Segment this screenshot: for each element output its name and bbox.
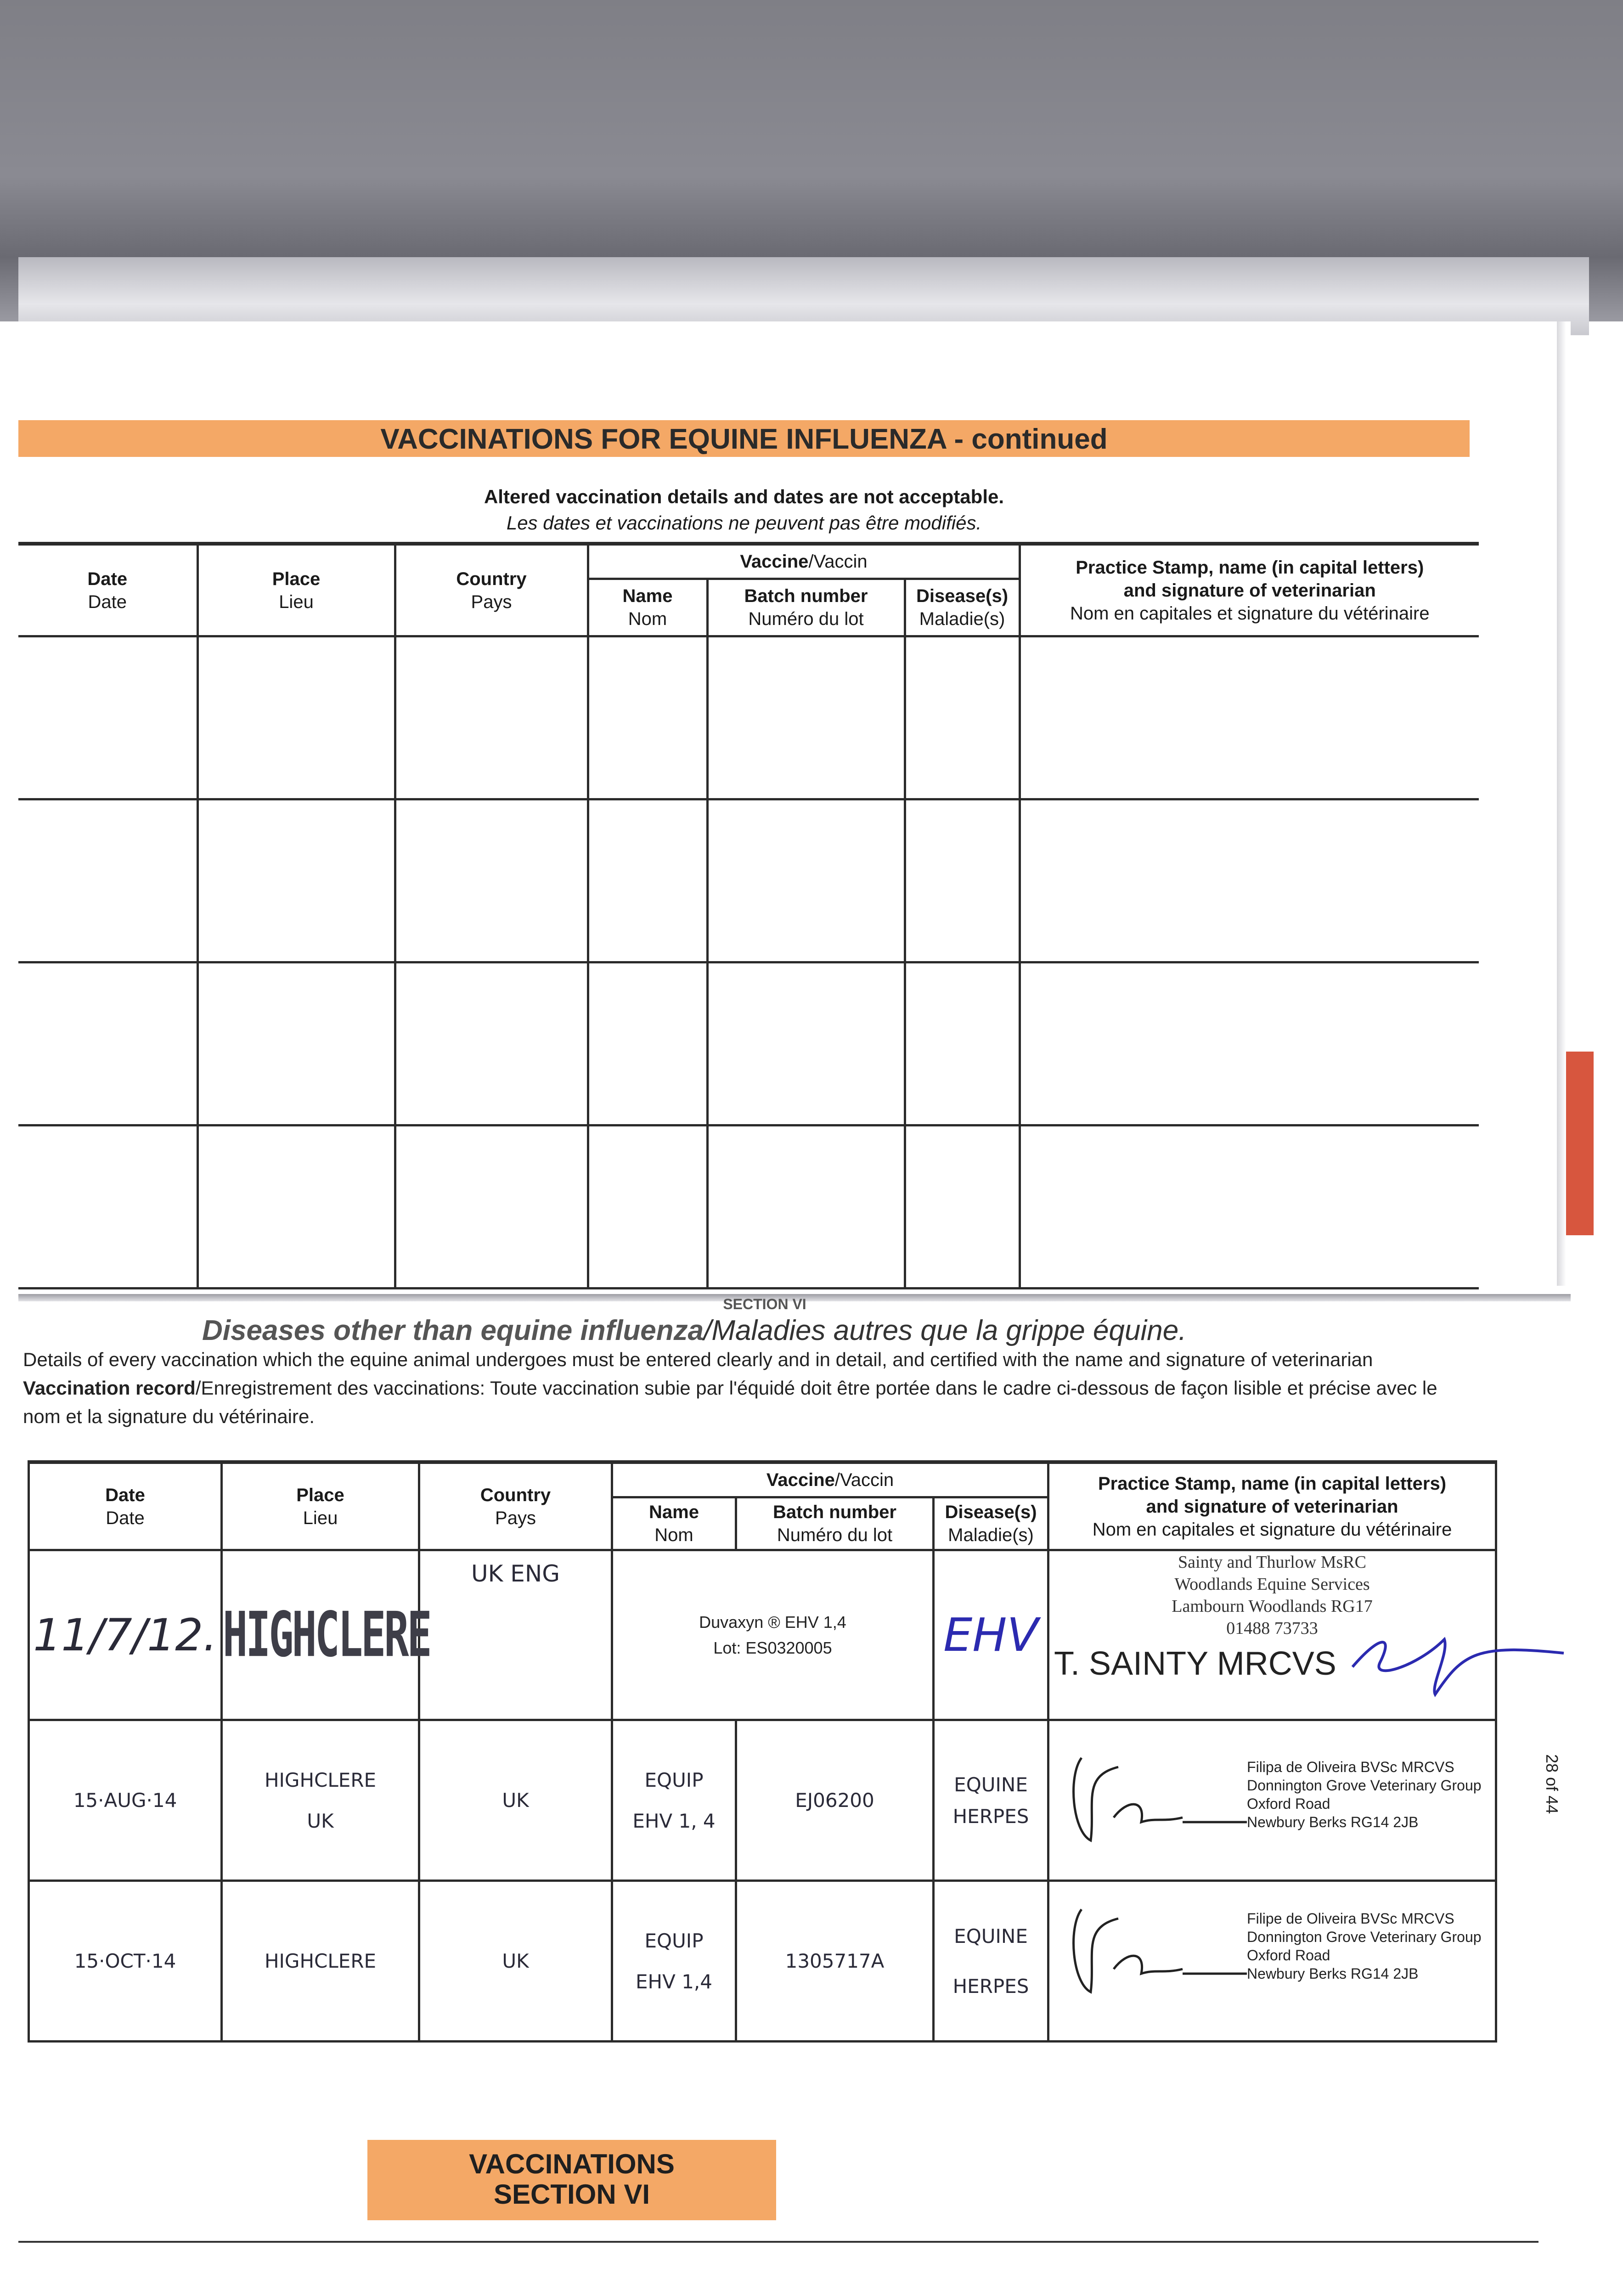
practice-stamp: Sainty and Thurlow MsRC Woodlands Equine Services Lambourn Woodlands RG17 01488 73733 bbox=[1172, 1553, 1373, 1638]
header-date: Date Date bbox=[18, 544, 197, 636]
vet-name-stamp: T. SAINTY MRCVS bbox=[1054, 1645, 1336, 1682]
record-country: UK ENG bbox=[419, 1550, 612, 1720]
table-row bbox=[29, 1550, 1496, 1720]
record-disease: EQUINE HERPES bbox=[934, 1881, 1048, 2042]
section-title: Diseases other than equine influenza/Maladies autres que la grippe équine. bbox=[202, 1315, 1187, 1346]
record-place: HIGHCLERE bbox=[222, 1550, 419, 1720]
influenza-banner: VACCINATIONS FOR EQUINE INFLUENZA - continued bbox=[18, 420, 1470, 457]
record-date: 11/7/12. bbox=[29, 1550, 222, 1720]
footer-tab: VACCINATIONS SECTION VI bbox=[367, 2140, 776, 2220]
section-instructions: Details of every vaccination which the equine animal undergoes must be entered clearly and in detail, and certified with the name and signature of veterinarian Vaccination record/Enregistrement des vaccinations: Toute vaccination subie par l'équidé doit être portée dans le cadre ci-dessous de façon lisible et précise avec le nom et la signature du vétérinaire. bbox=[23, 1349, 1437, 1427]
table-row bbox=[18, 962, 1479, 1125]
signature-icon bbox=[1063, 1749, 1256, 1850]
practice-stamp: Filipe de Oliveira BVSc MRCVS Donnington Grove Veterinary Group Oxford Road Newbury Berks RG14 2JB bbox=[1247, 1910, 1482, 1982]
table-row bbox=[18, 1125, 1479, 1289]
vet-stamp-cell bbox=[1048, 1550, 1496, 1720]
table-row bbox=[18, 799, 1479, 962]
record-vaccine-name: EQUIP EHV 1, 4 bbox=[612, 1720, 736, 1881]
record-vaccine-name: EQUIP EHV 1,4 bbox=[612, 1881, 736, 2042]
vet-stamp-cell bbox=[1048, 1881, 1496, 2042]
record-batch-number: 1305717A bbox=[736, 1881, 934, 2042]
other-diseases-vaccination-table bbox=[28, 1460, 1497, 2043]
header-date: Date Date bbox=[29, 1462, 222, 1550]
header-place: Place Lieu bbox=[197, 544, 395, 636]
warning-english: Altered vaccination details and dates are not acceptable. bbox=[484, 486, 1004, 507]
header-vaccine-name: Name Nom bbox=[588, 579, 707, 636]
page-right-shadow bbox=[1557, 321, 1566, 1286]
record-batch-number: EJ06200 bbox=[736, 1720, 934, 1881]
influenza-vaccination-table bbox=[18, 542, 1479, 1289]
section-label: SECTION VI bbox=[723, 1296, 806, 1312]
header-diseases: Disease(s) Maladie(s) bbox=[905, 579, 1020, 636]
header-vaccine: Vaccine/Vaccin bbox=[588, 544, 1020, 579]
header-vaccine-name: Name Nom bbox=[612, 1497, 736, 1550]
page-number: 28 of 44 bbox=[1543, 1754, 1561, 1814]
header-diseases: Disease(s) Maladie(s) bbox=[934, 1497, 1048, 1550]
record-country: UK bbox=[419, 1881, 612, 2042]
footer-rule bbox=[18, 2241, 1538, 2243]
warning-french: Les dates et vaccinations ne peuvent pas être modifiés. bbox=[506, 512, 982, 534]
table-row bbox=[29, 1881, 1496, 2042]
header-country: Country Pays bbox=[395, 544, 588, 636]
table-row bbox=[18, 636, 1479, 799]
practice-stamp: Filipa de Oliveira BVSc MRCVS Donnington Grove Veterinary Group Oxford Road Newbury Berks RG14 2JB bbox=[1247, 1759, 1482, 1830]
header-practice-stamp: Practice Stamp, name (in capital letters) and signature of veterinarian Nom en capitales et signature du vétérinaire bbox=[1020, 544, 1479, 636]
header-place: Place Lieu bbox=[222, 1462, 419, 1550]
header-practice-stamp: Practice Stamp, name (in capital letters) and signature of veterinarian Nom en capitales et signature du vétérinaire bbox=[1048, 1462, 1496, 1550]
record-disease: EHV bbox=[934, 1550, 1048, 1720]
record-place: HIGHCLERE bbox=[222, 1881, 419, 2042]
signature-icon bbox=[1063, 1900, 1256, 2001]
red-index-tab bbox=[1566, 1052, 1594, 1235]
record-place: HIGHCLERE UK bbox=[222, 1720, 419, 1881]
header-vaccine: Vaccine/Vaccin bbox=[612, 1462, 1048, 1497]
vaccine-label-sticker: Duvaxyn ® EHV 1,4 Lot: ES0320005 bbox=[612, 1550, 934, 1720]
header-batch-number: Batch number Numéro du lot bbox=[707, 579, 905, 636]
vet-stamp-cell bbox=[1048, 1720, 1496, 1881]
record-country: UK bbox=[419, 1720, 612, 1881]
header-batch-number: Batch number Numéro du lot bbox=[736, 1497, 934, 1550]
table-row bbox=[29, 1720, 1496, 1881]
record-date: 15·AUG·14 bbox=[29, 1720, 222, 1881]
signature-icon bbox=[1325, 1626, 1600, 1694]
header-country: Country Pays bbox=[419, 1462, 612, 1550]
record-disease: EQUINE HERPES bbox=[934, 1720, 1048, 1881]
record-date: 15·OCT·14 bbox=[29, 1881, 222, 2042]
